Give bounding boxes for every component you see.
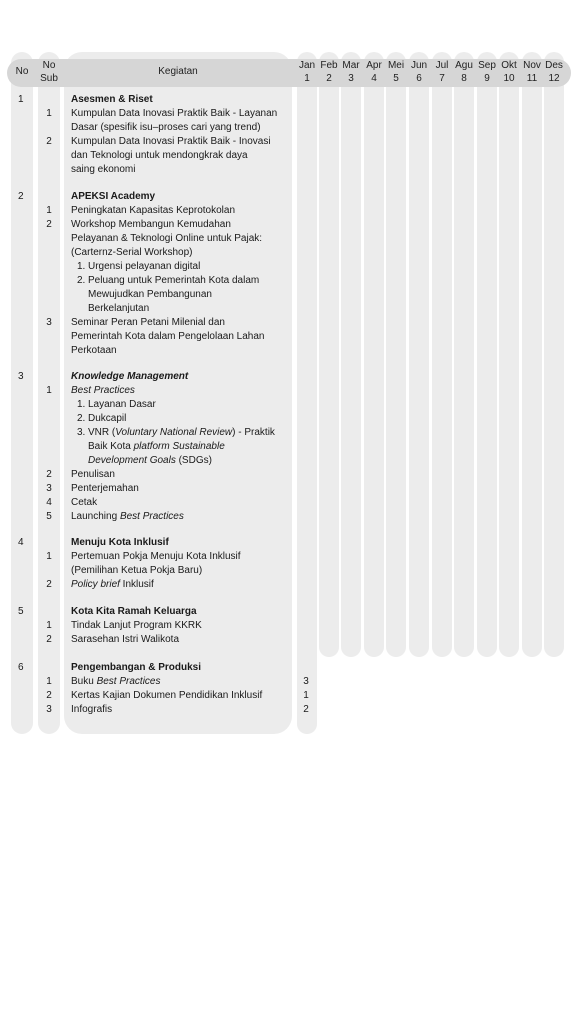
sub-number: 1 <box>46 551 52 562</box>
activity-text: Sarasehan Istri Walikota <box>71 634 180 645</box>
sub-number: 3 <box>46 483 52 494</box>
jan-value: 1 <box>303 690 309 701</box>
activity-text: Best Practices <box>71 385 135 396</box>
list-item-text: Berkelanjutan <box>88 303 150 314</box>
activity-text: Dasar (spesifik isu–proses cari yang trend) <box>71 122 261 133</box>
header-no: No <box>15 66 29 77</box>
activity-text: Kumpulan Data Inovasi Praktik Baik - Layanan <box>71 108 278 119</box>
header-month-number: 10 <box>503 73 515 84</box>
section-title: Pengembangan & Produksi <box>71 662 202 673</box>
column-no-bg <box>11 52 33 734</box>
list-item-text: Dukcapil <box>88 413 127 424</box>
list-marker: 1. <box>77 261 86 272</box>
column-month-bg <box>386 52 406 657</box>
header-month-name: Mar <box>342 60 360 71</box>
activity-text: Penterjemahan <box>71 483 139 494</box>
column-month-bg <box>544 52 564 657</box>
activity-text: Pelayanan & Teknologi Online untuk Pajak: <box>71 233 263 244</box>
header-month-number: 3 <box>348 73 354 84</box>
sub-number: 1 <box>46 620 52 631</box>
activity-text: Seminar Peran Petani Milenial dan <box>71 317 225 328</box>
activity-text: Pemerintah Kota dalam Pengelolaan Lahan <box>71 331 265 342</box>
list-marker: 2. <box>77 413 86 424</box>
section-number: 1 <box>18 94 24 105</box>
list-item-text: VNR (Voluntary National Review) - Praktik <box>88 427 275 438</box>
sub-number: 2 <box>46 219 52 230</box>
header-kegiatan: Kegiatan <box>158 66 198 77</box>
activity-text: Pertemuan Pokja Menuju Kota Inklusif <box>71 551 241 562</box>
sub-number: 2 <box>46 469 52 480</box>
header-month-number: 8 <box>461 73 467 84</box>
header-month-number: 2 <box>326 73 332 84</box>
list-marker: 1. <box>77 399 86 410</box>
sub-number: 2 <box>46 634 52 645</box>
sub-number: 2 <box>46 690 52 701</box>
activity-text: (Pemilihan Ketua Pokja Baru) <box>71 565 203 576</box>
list-marker: 2. <box>77 275 86 286</box>
sub-number: 3 <box>46 317 52 328</box>
header-month-number: 6 <box>416 73 422 84</box>
jan-value: 2 <box>303 704 309 715</box>
header-no-sub-line1: No <box>42 60 56 71</box>
header-month-name: Jul <box>435 60 449 71</box>
header-month-name: Jan <box>298 60 316 71</box>
section-title: APEKSI Academy <box>71 191 156 202</box>
header-month-name: Jun <box>410 60 428 71</box>
sub-number: 1 <box>46 676 52 687</box>
sub-number: 4 <box>46 497 52 508</box>
header-month-name: Sep <box>478 60 496 71</box>
activity-text: Launching Best Practices <box>71 511 184 522</box>
header-month-name: Agu <box>455 60 473 71</box>
activity-text: Infografis <box>71 704 113 715</box>
section-number: 4 <box>18 537 24 548</box>
header-month-number: 11 <box>526 73 538 84</box>
activity-text: Cetak <box>71 497 98 508</box>
activity-text: Tindak Lanjut Program KKRK <box>71 620 202 631</box>
activity-text: Penulisan <box>71 469 115 480</box>
activity-text: dan Teknologi untuk mendongkrak daya <box>71 150 248 161</box>
column-month-bg <box>409 52 429 657</box>
activity-text: (Carternz-Serial Workshop) <box>71 247 193 258</box>
list-item-text: Urgensi pelayanan digital <box>88 261 201 272</box>
section-number: 3 <box>18 371 24 382</box>
sub-number: 3 <box>46 704 52 715</box>
column-month-bg <box>454 52 474 657</box>
jan-value: 3 <box>303 676 309 687</box>
header-month-number: 1 <box>304 73 310 84</box>
list-item-text: Development Goals (SDGs) <box>88 455 212 466</box>
column-month-bg <box>477 52 497 657</box>
section-number: 2 <box>18 191 24 202</box>
sub-number: 1 <box>46 205 52 216</box>
header-month-name: Des <box>545 60 563 71</box>
header-month-name: Mei <box>387 60 405 71</box>
column-month-bg <box>432 52 452 657</box>
activity-text: Policy brief Inklusif <box>71 579 154 590</box>
section-number: 5 <box>18 606 24 617</box>
column-jan-bg <box>297 52 317 734</box>
activity-text: Perkotaan <box>71 345 117 356</box>
sub-number: 1 <box>46 108 52 119</box>
column-month-bg <box>522 52 542 657</box>
sub-number: 2 <box>46 579 52 590</box>
section-title: Menuju Kota Inklusif <box>71 537 169 548</box>
column-month-bg <box>341 52 361 657</box>
activity-text: Buku Best Practices <box>71 676 161 687</box>
header-month-number: 7 <box>439 73 445 84</box>
list-item-text: Baik Kota platform Sustainable <box>88 441 225 452</box>
section-title: Kota Kita Ramah Keluarga <box>71 606 197 617</box>
header-month-name: Feb <box>320 60 338 71</box>
header-month-number: 12 <box>548 73 560 84</box>
activity-text: Peningkatan Kapasitas Keprotokolan <box>71 205 236 216</box>
section-title: Knowledge Management <box>71 371 189 382</box>
column-month-bg <box>319 52 339 657</box>
header-no-sub-line2: Sub <box>40 73 58 84</box>
list-item-text: Peluang untuk Pemerintah Kota dalam <box>88 275 260 286</box>
header-month-name: Apr <box>366 60 382 71</box>
sub-number: 1 <box>46 385 52 396</box>
header-month-number: 5 <box>393 73 399 84</box>
header-month-number: 9 <box>484 73 490 84</box>
sub-number: 5 <box>46 511 52 522</box>
header-month-name: Okt <box>501 60 517 71</box>
activity-text: Workshop Membangun Kemudahan <box>71 219 231 230</box>
list-item-text: Layanan Dasar <box>88 399 156 410</box>
column-month-bg <box>364 52 384 657</box>
header-month-number: 4 <box>371 73 377 84</box>
column-month-bg <box>499 52 519 657</box>
header-month-name: Nov <box>523 60 541 71</box>
section-number: 6 <box>18 662 24 673</box>
list-item-text: Mewujudkan Pembangunan <box>88 289 212 300</box>
activity-text: saing ekonomi <box>71 164 136 175</box>
section-title: Asesmen & Riset <box>71 94 153 105</box>
activity-text: Kumpulan Data Inovasi Praktik Baik - Inovasi <box>71 136 271 147</box>
activity-text: Kertas Kajian Dokumen Pendidikan Inklusif <box>71 690 263 701</box>
list-marker: 3. <box>77 427 86 438</box>
sub-number: 2 <box>46 136 52 147</box>
